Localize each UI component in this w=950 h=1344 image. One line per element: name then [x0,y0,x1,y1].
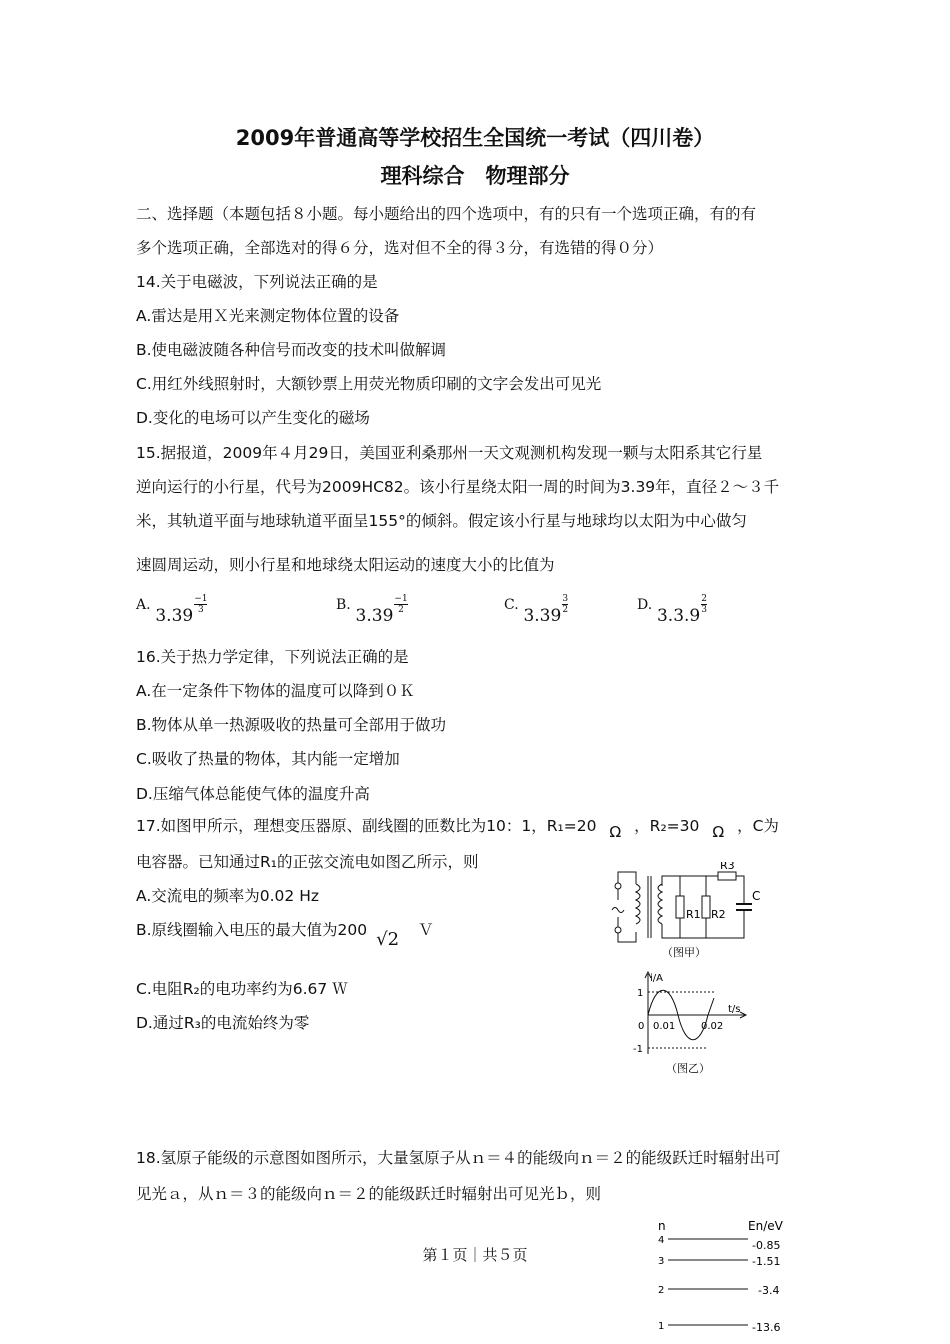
tick-label-1: 1 [637,988,644,999]
figure-yi-caption: （图乙） [666,1062,710,1075]
power-exponent [562,594,568,615]
level-e-2: -3.4 [758,1284,780,1297]
ohm-symbol: Ω [712,823,725,841]
level-e-1: -13.6 [752,1321,781,1334]
q17-option-b-text: B.原线圈输入电压的最大值为200 [136,921,368,939]
page-subtitle: 理科综合 物理部分 [380,164,570,188]
q14-option-c: C.用红外线照射时，大额钞票上用荧光物质印刷的文字会发出可见光 [136,375,602,393]
exponent-denominator: 3 [701,605,707,615]
label-r2: R2 [711,908,726,921]
power-exponent [194,594,207,615]
q18-stem-line-1: 18.氢原子能级的示意图如图所示，大量氢原子从ｎ＝４的能级向ｎ＝２的能级跃迁时辐射出可 [136,1149,781,1167]
q14-option-a: A.雷达是用Ｘ光来测定物体位置的设备 [136,307,400,325]
ac-source-icon [612,908,624,913]
tick-label-origin: 0 [638,1021,645,1032]
level-n-1: 1 [658,1321,665,1332]
q15-stem-line-3: 米，其轨道平面与地球轨道平面呈155°的倾斜。假定该小行星与地球均以太阳为中心做匀 [136,512,747,530]
q16-option-d: D.压缩气体总能使气体的温度升高 [136,785,370,803]
transformer-core-icon [648,876,651,938]
power-base: 3.3.9 [656,606,701,626]
terminal-icon [615,883,621,889]
q16-stem: 16.关于热力学定律，下列说法正确的是 [136,648,409,666]
exponent-denominator: 2 [398,605,404,615]
power-base: 3.39 [155,606,194,626]
capacitor-icon [736,904,752,910]
section-intro-line-1: 二、选择题（本题包括８小题。每小题给出的四个选项中，有的只有一个选项正确，有的有 [136,205,757,223]
q16-option-a: A.在一定条件下物体的温度可以降到０Ｋ [136,682,415,700]
label-r1: R1 [686,908,701,921]
option-label: D. [637,597,653,613]
exponent-numerator: 2 [701,594,707,604]
exponent-numerator: 1 [201,594,208,604]
q17-option-d: D.通过R₃的电流始终为零 [136,1014,310,1032]
resistor-r1-icon [676,896,684,918]
q18-stem-line-2: 见光ａ，从ｎ＝３的能级向ｎ＝２的能级跃迁时辐射出可见光ｂ，则 [136,1185,602,1203]
n-label: n [658,1219,666,1233]
terminal-icon [615,927,621,933]
unit-volt: Ｖ [417,921,434,939]
primary-coil-icon [636,884,640,924]
power-base: 3.39 [523,606,562,626]
q15-option-d [637,594,707,626]
q15-stem-line-4: 速圆周运动，则小行星和地球绕太阳运动的速度大小的比值为 [136,556,555,574]
q15-option-b [336,594,408,626]
energy-level-diagram [652,1218,802,1336]
q14-option-b: B.使电磁波随各种信号而改变的技术叫做解调 [136,341,447,359]
page-title: 2009年普通高等学校招生全国统一考试（四川卷） [235,126,715,150]
q14-option-d: D.变化的电场可以产生变化的磁场 [136,409,370,427]
resistor-r3-icon [718,872,736,880]
q17-option-a: A.交流电的频率为0.02 Hz [136,887,319,905]
secondary-coil-icon [658,884,662,924]
sqrt-two: √2 [376,929,400,950]
x-axis-label: t/s [728,1004,741,1015]
power-exponent [394,594,407,615]
level-e-4: -0.85 [752,1239,781,1252]
q17-stem-line-2: 电容器。已知通过R₁的正弦交流电如图乙所示，则 [136,853,479,871]
tick-label-0-01: 0.01 [653,1021,676,1032]
figure-yi-current-graph [628,968,758,1078]
q17-stem-line-1 [136,814,779,841]
label-r3: R3 [720,862,735,872]
q16-option-b: B.物体从单一热源吸收的热量可全部用于做功 [136,716,447,734]
q15-stem-line-2: 逆向运行的小行星，代号为2009HC82。该小行星绕太阳一周的时间为3.39年，直径２～３千 [136,478,780,496]
exponent-sign: − [394,594,402,604]
q17-option-b [136,918,434,950]
level-n-2: 2 [658,1285,665,1296]
tick-label-minus-1: -1 [633,1044,643,1055]
exponent-numerator: 3 [562,594,569,604]
dashed-guide [648,992,714,1048]
page-footer: 第１页｜共５页 [422,1246,528,1264]
q15-option-c [504,594,569,626]
section-intro-line-2: 多个选项正确，全部选对的得６分，选对但不全的得３分，有选错的得０分） [136,239,664,257]
option-label: A. [136,597,151,613]
option-label: B. [336,597,351,613]
power-base: 3.39 [355,606,394,626]
energy-label: En/eV [748,1219,783,1233]
figure-jia-caption: （图甲） [662,946,706,959]
resistor-r2-icon [702,896,710,918]
exponent-denominator: 3 [197,605,204,615]
q14-stem: 14.关于电磁波，下列说法正确的是 [136,273,378,291]
exponent-numerator: 1 [401,594,408,604]
exponent-denominator: 2 [562,605,569,615]
q16-option-c: C.吸收了热量的物体，其内能一定增加 [136,750,400,768]
ohm-symbol: Ω [609,823,622,841]
level-e-3: -1.51 [752,1255,781,1268]
exponent-sign: − [194,594,202,604]
q17-option-c: C.电阻R₂的电功率约为6.67 Ｗ [136,980,348,998]
level-n-3: 3 [658,1256,665,1267]
figure-jia-circuit [610,862,770,962]
q15-stem-line-1: 15.据报道，2009年４月29日，美国亚利桑那州一天文观测机构发现一颗与太阳系其它行星 [136,444,763,462]
q15-option-a [136,594,208,626]
q17-stem-part-1: 17.如图甲所示，理想变压器原、副线圈的匝数比为10：1，R₁=20 [136,817,597,835]
tick-label-0-02: 0.02 [701,1021,724,1032]
q17-stem-part-2: ，R₂=30 [634,817,700,835]
option-label: C. [504,597,519,613]
level-n-4: 4 [658,1235,665,1246]
label-c: C [752,889,761,903]
q17-stem-part-3: ，C为 [737,817,779,835]
y-axis-label: i/A [650,973,663,984]
power-exponent [701,594,707,615]
